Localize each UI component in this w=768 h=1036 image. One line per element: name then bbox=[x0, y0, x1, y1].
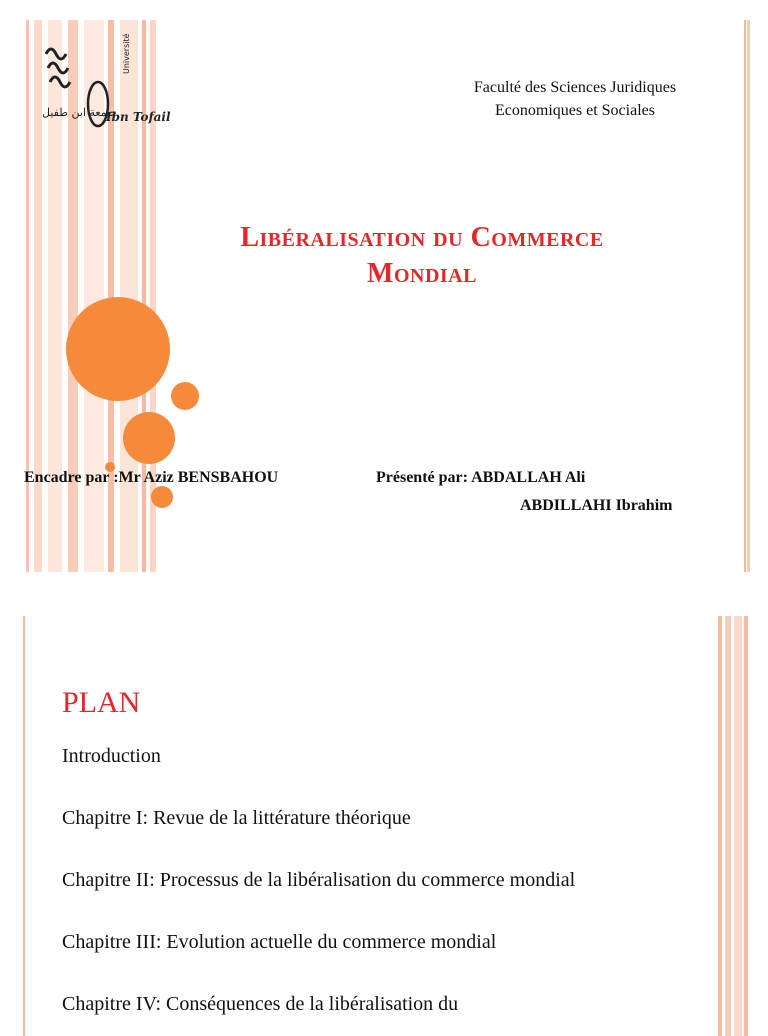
right-stripe-band bbox=[742, 20, 752, 572]
plan-title: PLAN bbox=[62, 686, 141, 719]
faculty-line-1: Faculté des Sciences Juridiques bbox=[473, 79, 677, 96]
plan-item-chapter-1: Chapitre I: Revue de la littérature théorique bbox=[62, 807, 411, 829]
plan-list bbox=[62, 744, 682, 1036]
decorative-circle-small-right bbox=[171, 382, 199, 410]
decorative-circle-large bbox=[66, 297, 170, 401]
left-stripe-line bbox=[22, 616, 28, 1036]
presenters-line-1: Présenté par: ABDALLAH Ali bbox=[376, 469, 586, 486]
slide-title bbox=[142, 220, 702, 292]
university-logo bbox=[40, 33, 171, 130]
plan-item-introduction: Introduction bbox=[62, 745, 161, 767]
title-line-2: Mondial bbox=[367, 258, 477, 289]
logo-arabic-text: جامعة ابن طفيل bbox=[42, 106, 117, 119]
logo-latin-text: Université bbox=[122, 33, 131, 74]
plan-item-chapter-3: Chapitre III: Evolution actuelle du commerce mondial bbox=[62, 931, 497, 953]
plan-item-chapter-4: Chapitre IV: Conséquences de la libéralisation du bbox=[62, 993, 459, 1015]
faculty-name bbox=[422, 76, 728, 122]
title-slide bbox=[22, 20, 752, 572]
right-stripe-band bbox=[718, 616, 752, 1036]
plan-slide bbox=[22, 616, 752, 1036]
presenters-line-2: ABDILLAHI Ibrahim bbox=[520, 497, 673, 514]
decorative-circle-medium bbox=[123, 412, 175, 464]
plan-item-chapter-2: Chapitre II: Processus de la libéralisation du commerce mondial bbox=[62, 869, 576, 891]
title-line-1: Libéralisation du Commerce bbox=[240, 222, 604, 253]
faculty-line-2: Economiques et Sociales bbox=[495, 102, 655, 119]
logo-script-text: Ibn Tofail bbox=[106, 110, 171, 124]
supervisor-text: Encadre par :Mr Aziz BENSBAHOU bbox=[24, 469, 279, 486]
